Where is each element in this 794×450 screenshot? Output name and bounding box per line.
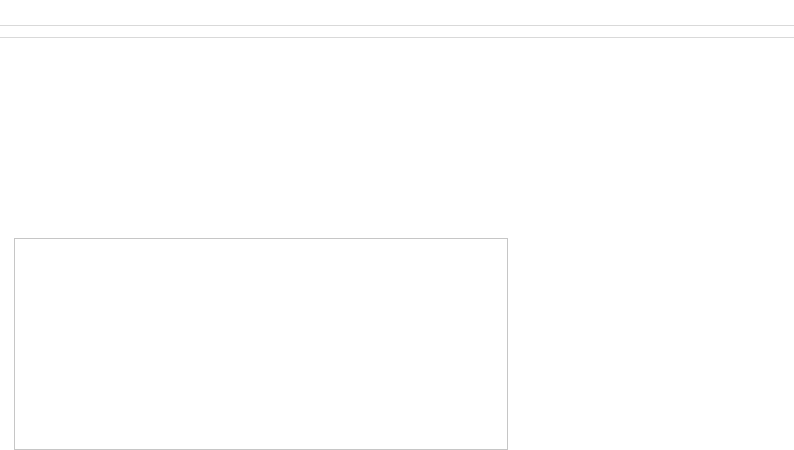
date-label[interactable] <box>614 0 704 25</box>
title-row <box>0 0 794 26</box>
spacer-row <box>0 26 794 38</box>
sheet-title[interactable] <box>0 0 610 25</box>
instructions-box <box>14 238 508 450</box>
date-value[interactable] <box>704 0 794 25</box>
